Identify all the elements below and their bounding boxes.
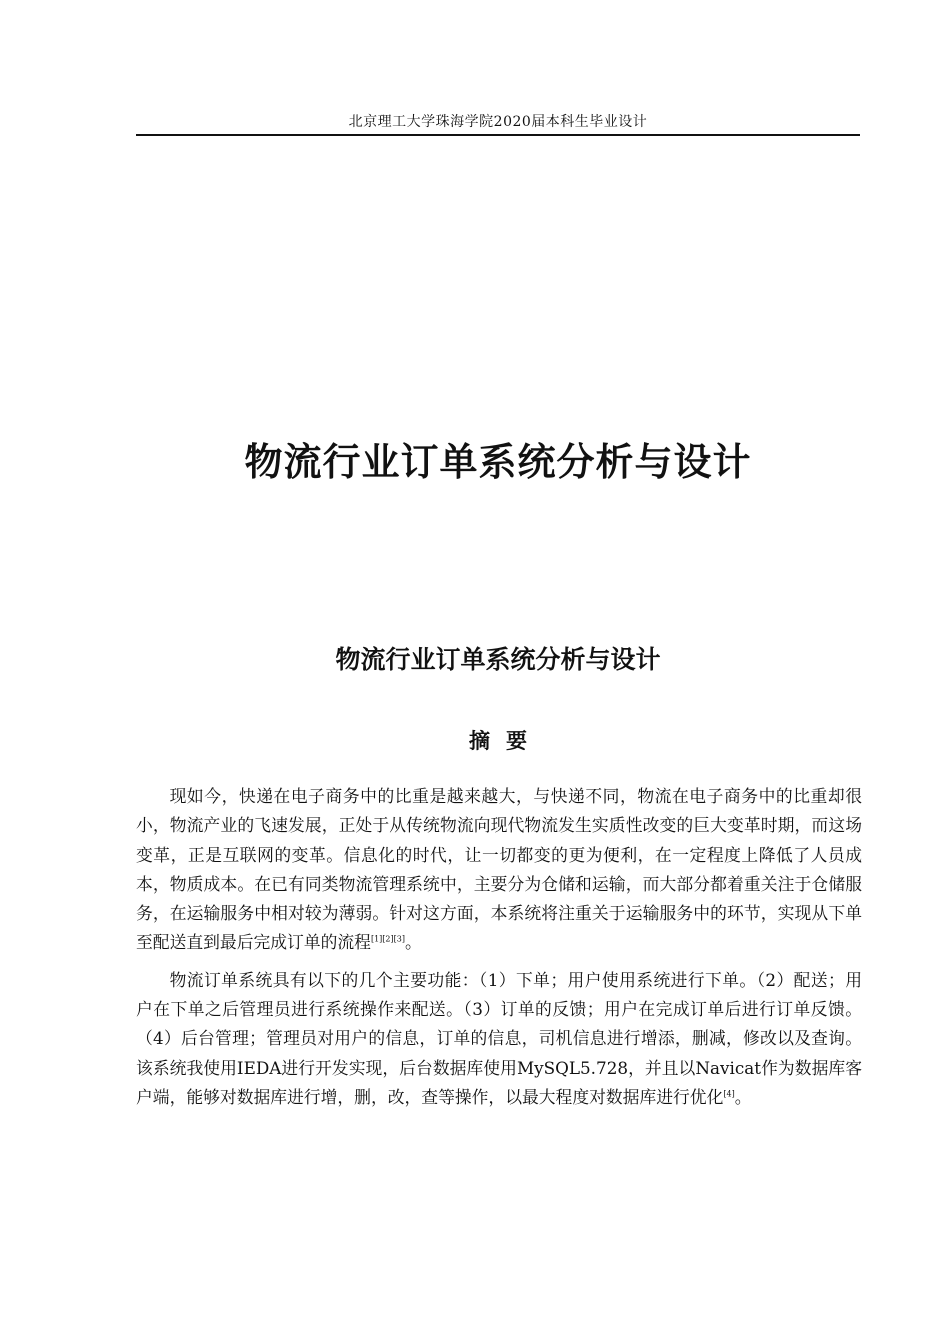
- citation-ref-1-3: [1][2][3]: [370, 934, 405, 944]
- page-header: [136, 112, 860, 136]
- header-text: 北京理工大学珠海学院2020届本科生毕业设计: [348, 114, 648, 130]
- paragraph-2-text: 物流订单系统具有以下的几个主要功能：（1）下单；用户使用系统进行下单。（2）配送；用户在下单之后管理员进行系统操作来配送。（3）订单的反馈；用户在完成订单后进行订单反馈。（4）后台管理；管理员对用户的信息，订单的信息，司机信息进行增添，删减，修改以及查询。该系统我使用IEDA进行开发实现，后台数据库使用MySQL5.728，并且以Navicat作为数据库客户端，能够对数据库进行增，删，改，查等操作，以最大程度对数据库进行优化: [136, 969, 862, 1107]
- citation-ref-4: [4]: [723, 1089, 735, 1099]
- paragraph-2-end: 。: [734, 1086, 752, 1107]
- abstract-body: [136, 782, 862, 1120]
- paragraph-1-end: 。: [404, 932, 422, 953]
- abstract-paragraph-1: [136, 782, 862, 958]
- abstract-title: 物流行业订单系统分析与设计: [335, 645, 661, 674]
- abstract-paragraph-2: [136, 966, 862, 1112]
- abstract-heading: 摘要: [469, 728, 543, 753]
- thesis-title: 物流行业订单系统分析与设计: [244, 439, 752, 484]
- paragraph-1-text: 现如今，快递在电子商务中的比重是越来越大，与快递不同，物流在电子商务中的比重却很小，物流产业的飞速发展，正处于从传统物流向现代物流发生实质性改变的巨大变革时期，而这场变革，正是互联网的变革。信息化的时代，让一切都变的更为便利，在一定程度上降低了人员成本，物质成本。在已有同类物流管理系统中，主要分为仓储和运输，而大部分都着重关注于仓储服务，在运输服务中相对较为薄弱。针对这方面，本系统将注重关于运输服务中的环节，实现从下单至配送直到最后完成订单的流程: [136, 786, 862, 953]
